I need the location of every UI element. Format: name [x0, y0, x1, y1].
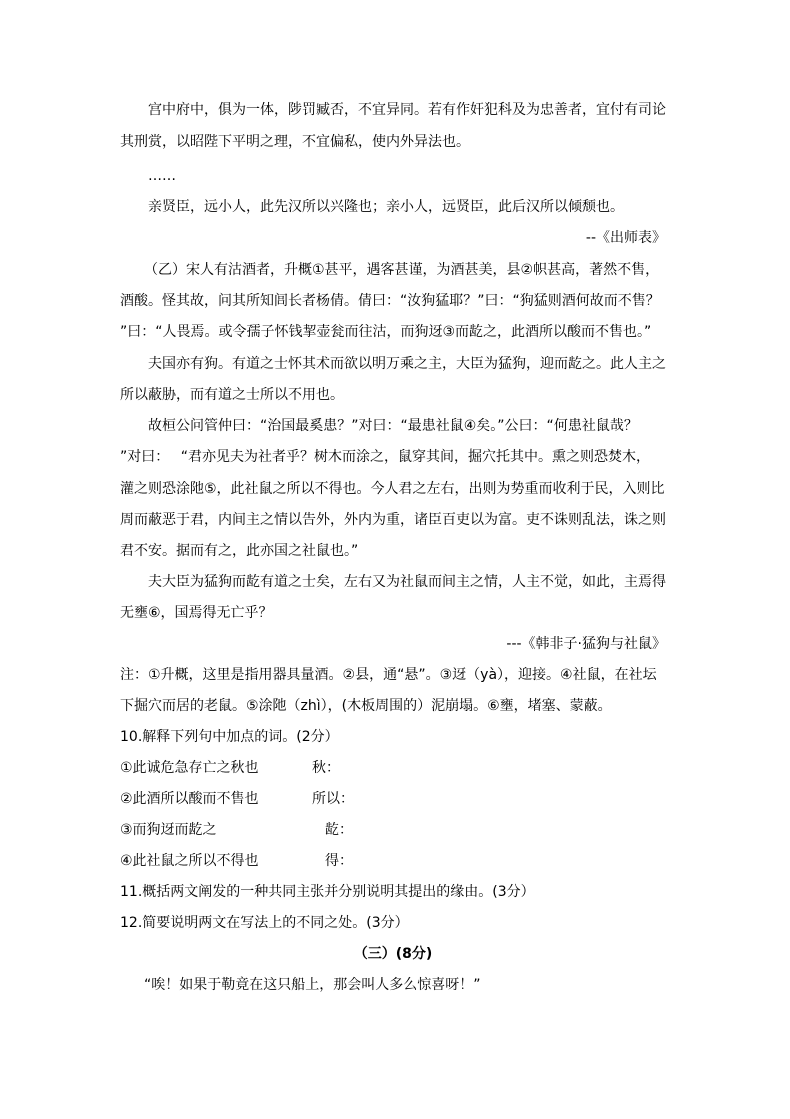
- ellipsis: ……: [148, 168, 176, 184]
- paragraph-line: 故桓公问管仲曰：“治国最奚患？”对曰：“最患社鼠④矣。”公曰：“何患社鼠哉？: [148, 418, 638, 434]
- question-11: 11.概括两文阐发的一种共同主张并分别说明其提出的缘由。(3分）: [120, 884, 535, 900]
- q10-sentence: ②此酒所以酸而不售也: [120, 791, 259, 807]
- paragraph-line: 夫国亦有狗。有道之士怀其术而欲以明万乘之主，大臣为猛狗，迎而龁之。此人主之: [148, 356, 666, 372]
- paragraph-line: ”对曰： “君亦见夫为社者乎？树木而涂之，鼠穿其间，掘穴托其中。熏之则恐焚木，: [120, 449, 650, 465]
- paragraph-line: 其刑赏，以昭陛下平明之理，不宜偏私，使内外异法也。: [120, 134, 470, 150]
- paragraph-line: 酒酸。怪其故，问其所知闾长者杨倩。倩曰：“汝狗猛耶？”曰：“狗猛则酒何故而不售？: [120, 293, 660, 309]
- paragraph-line: 灌之则恐涂阤⑤，此社鼠之所以不得也。今人君之左右，出则为势重而收利于民，入则比: [120, 481, 665, 497]
- paragraph-line: 夫大臣为猛狗而龁有道之士矣，左右又为社鼠而间主之情，人主不觉，如此，主焉得: [148, 574, 666, 590]
- paragraph-line: 无壅⑥，国焉得无亡乎？: [120, 605, 273, 621]
- paragraph-line: 宫中府中，俱为一体，陟罚臧否，不宜异同。若有作奸犯科及为忠善者，宜付有司论: [148, 102, 666, 118]
- note-line: 注：①升概，这里是指用器具量酒。②县，通“悬”。③迓（yà），迎接。④社鼠，在社坛: [120, 667, 657, 683]
- q10-answer-label: 秋：: [312, 760, 340, 776]
- source-citation: ---《韩非子·猛狗与社鼠》: [506, 636, 666, 652]
- q10-answer-label: 得：: [325, 853, 353, 869]
- q10-sentence: ③而狗迓而龁之: [120, 822, 217, 838]
- question-12: 12.简要说明两文在写法上的不同之处。(3分）: [120, 915, 409, 931]
- paragraph-line: 周而蔽恶于君，内间主之情以告外，外内为重，诸臣百吏以为富。吏不诛则乱法，诛之则: [120, 512, 666, 528]
- q10-sentence: ①此诚危急存亡之秋也: [120, 760, 259, 776]
- note-line: 下掘穴而居的老鼠。⑤涂阤（zhì），(木板周围的）泥崩塌。⑥壅，堵塞、蒙蔽。: [120, 698, 612, 714]
- q10-sentence: ④此社鼠之所以不得也: [120, 853, 259, 869]
- paragraph-line: 亲贤臣，远小人，此先汉所以兴隆也；亲小人，远贤臣，此后汉所以倾颓也。: [148, 199, 624, 215]
- paragraph-line: ”曰：“人畏焉。或令孺子怀钱挈壶瓮而往沽，而狗迓③而龁之，此酒所以酸而不售也。”: [120, 324, 652, 340]
- paragraph-line: （乙）宋人有沽酒者，升概①甚平，遇客甚谨，为酒甚美，县②帜甚高，著然不售，: [144, 262, 660, 278]
- q10-answer-label: 龁：: [325, 822, 353, 838]
- source-citation: --《出师表》: [585, 230, 666, 246]
- paragraph-line: “唉！如果于勒竟在这只船上，那会叫人多么惊喜呀！”: [144, 977, 481, 993]
- section-heading: （三）(8分): [353, 946, 433, 962]
- paragraph-line: 君不安。据而有之，此亦国之社鼠也。”: [120, 543, 359, 559]
- q10-answer-label: 所以：: [312, 791, 354, 807]
- question-10: 10.解释下列句中加点的词。(2分）: [120, 729, 339, 745]
- paragraph-line: 所以蔽胁，而有道之士所以不用也。: [120, 387, 344, 403]
